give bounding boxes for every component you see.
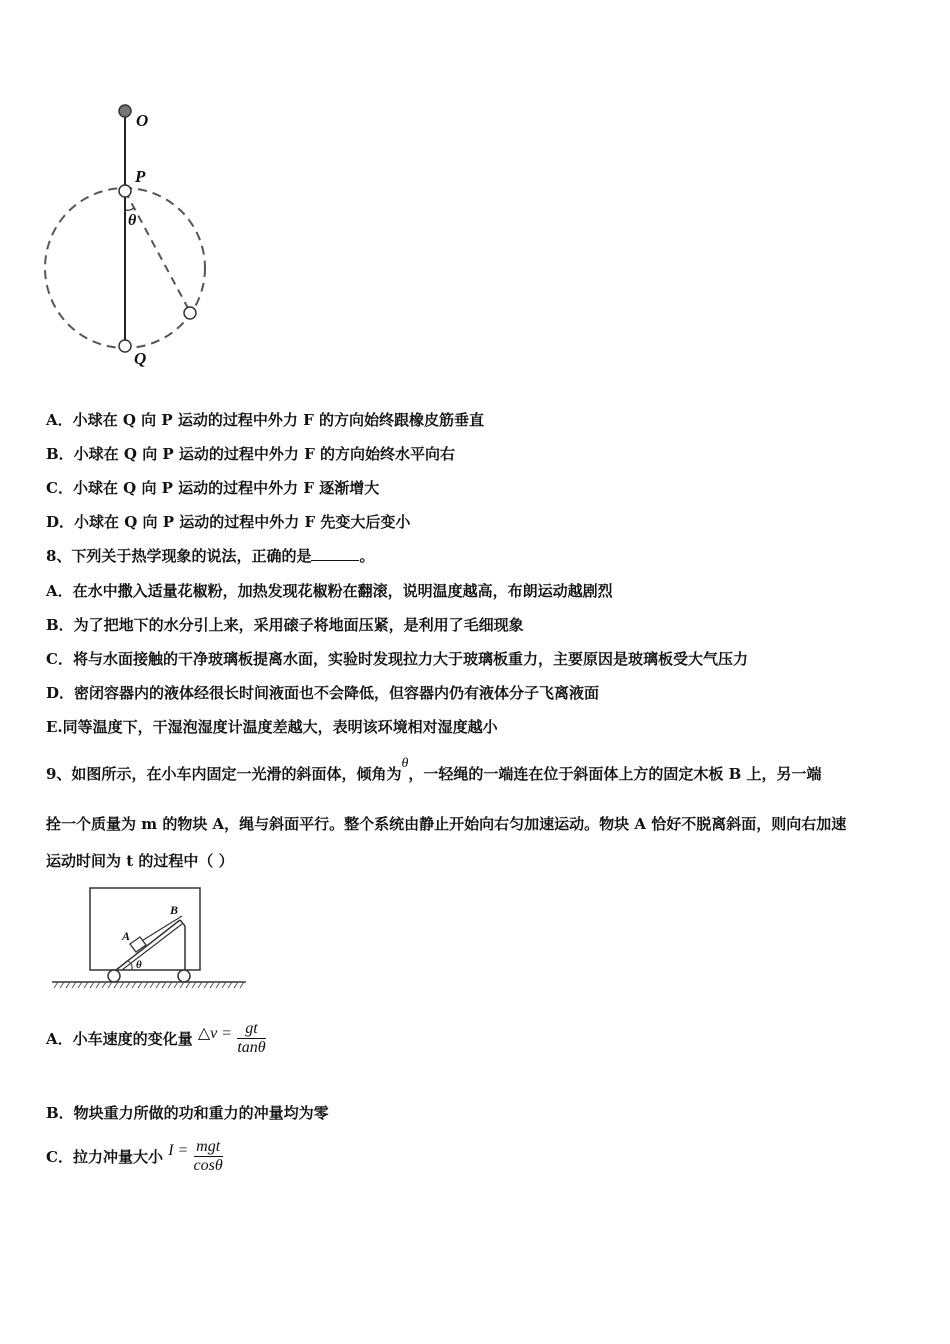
q7-option-b: B．小球在 Q 向 P 运动的过程中外力 F 的方向始终水平向右: [46, 445, 456, 463]
q9-option-a-numerator: gt: [237, 1020, 265, 1039]
q9-option-a: [46, 1020, 266, 1057]
q7-option-d: D．小球在 Q 向 P 运动的过程中外力 F 先变大后变小: [46, 513, 411, 531]
label-q: Q: [134, 349, 147, 368]
label-o: O: [136, 111, 149, 130]
ground-hatch: [54, 982, 244, 988]
point-p: [119, 185, 131, 197]
q7-option-c: C．小球在 Q 向 P 运动的过程中外力 F 逐渐增大: [46, 479, 380, 497]
q8-stem: [46, 546, 374, 566]
incline-surface: [116, 920, 180, 970]
q9-stem-line1: [46, 756, 822, 786]
q9-option-a-lhs: △v =: [197, 1024, 233, 1042]
q7-option-a: A．小球在 Q 向 P 运动的过程中外力 F 的方向始终跟橡皮筋垂直: [46, 411, 484, 429]
answer-blank: [311, 546, 359, 561]
q8-option-e: E.同等温度下，干湿泡湿度计温度差越大，表明该环境相对湿度越小: [46, 718, 498, 736]
q8-option-c: C．将与水面接触的干净玻璃板提离水面，实验时发现拉力大于玻璃板重力，主要原因是玻璃板受大气压力: [46, 650, 748, 668]
pendulum-figure: [40, 98, 220, 373]
q9-option-c-text: C．拉力冲量大小: [46, 1148, 163, 1166]
cart-body: [90, 888, 200, 970]
q9-line1-a: 9、如图所示，在小车内固定一光滑的斜面体，倾角为: [46, 765, 402, 783]
q8-option-b: B．为了把地下的水分引上来，采用磙子将地面压紧，是利用了毛细现象: [46, 616, 524, 634]
q9-option-a-fraction: [237, 1020, 265, 1057]
wheel-right: [178, 970, 190, 982]
wheel-left: [108, 970, 120, 982]
q9-line1-b: ，一轻绳的一端连在位于斜面体上方的固定木板 B 上，另一端: [408, 765, 822, 783]
q9-option-c-numerator: mgt: [194, 1138, 223, 1157]
point-q: [119, 340, 131, 352]
q8-stem-suffix: 。: [359, 547, 375, 565]
label-b: B: [170, 903, 179, 917]
angle-arc: [125, 208, 134, 210]
label-theta-cart: θ: [136, 959, 142, 971]
q9-option-c-fraction: [194, 1138, 223, 1175]
q8-stem-prefix: 8、下列关于热学现象的说法，正确的是: [46, 547, 312, 565]
q9-option-c-lhs: I =: [168, 1141, 189, 1159]
q9-stem-line3: 运动时间为 t 的过程中（ ）: [46, 852, 234, 870]
q9-option-c: [46, 1138, 223, 1175]
label-a: A: [122, 929, 131, 943]
q9-option-c-denominator: cosθ: [193, 1157, 223, 1174]
q9-option-b: B．物块重力所做的功和重力的冲量均为零: [46, 1104, 329, 1122]
q8-option-d: D．密闭容器内的液体经很长时间液面也不会降低，但容器内仍有液体分子飞离液面: [46, 684, 600, 702]
cart-figure: [48, 882, 252, 992]
q9-stem-line2: 拴一个质量为 m 的物块 A，绳与斜面平行。整个系统由静止开始向右匀加速运动。物块 A 恰好不脱离斜面，则向右加速: [46, 815, 847, 833]
label-p: P: [135, 167, 146, 186]
point-o: [119, 105, 131, 117]
q8-option-a: A．在水中撒入适量花椒粉，加热发现花椒粉在翻滚，说明温度越高，布朗运动越剧烈: [46, 582, 613, 600]
ball: [184, 307, 196, 319]
label-theta: θ: [128, 212, 137, 229]
q9-theta: θ: [401, 756, 409, 771]
q9-option-a-denominator: tanθ: [237, 1039, 266, 1056]
q9-option-a-text: A．小车速度的变化量: [46, 1030, 193, 1048]
